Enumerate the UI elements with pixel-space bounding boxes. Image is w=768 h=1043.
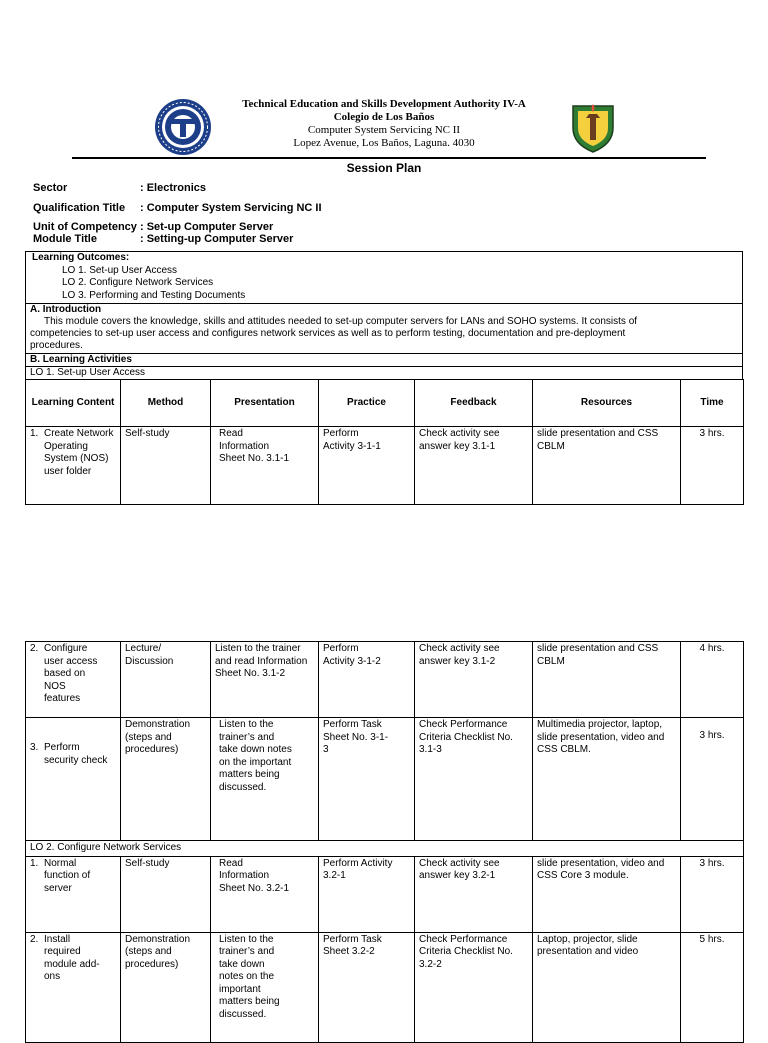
lo2-heading: LO 2. Configure Network Services — [26, 841, 744, 857]
learning-content-cell — [26, 427, 121, 505]
table-row — [26, 718, 744, 841]
practice-cell: Perform Task Sheet No. 3-1-3 — [319, 718, 415, 841]
learning-activities-heading-box — [25, 353, 743, 367]
time-cell: 5 hrs. — [681, 932, 744, 1042]
resources-cell: slide presentation, video and CSS Core 3 module. — [533, 856, 681, 932]
learning-content-cell — [26, 932, 121, 1042]
feedback-cell: Check activity see answer key 3.2-1 — [415, 856, 533, 932]
resources-cell: slide presentation and CSS CBLM — [533, 642, 681, 718]
unit-value: : Set-up Computer Server — [140, 221, 274, 233]
col-header-resources: Resources — [533, 380, 681, 427]
col-header-presentation: Presentation — [211, 380, 319, 427]
introduction-heading: A. Introduction — [30, 304, 102, 315]
item-number: 1. — [30, 857, 39, 869]
method-cell: Demonstration (steps and procedures) — [121, 932, 211, 1042]
sector-value: : Electronics — [140, 182, 207, 194]
learning-content-text: Perform security check — [44, 742, 108, 766]
practice-cell: Perform Activity 3.2-1 — [319, 856, 415, 932]
module-label: Module Title — [33, 233, 97, 245]
item-number: 2. — [30, 643, 39, 654]
introduction-box — [25, 303, 743, 354]
method-cell: Self-study — [121, 856, 211, 932]
learning-content-cell — [26, 856, 121, 932]
time-cell: 3 hrs. — [681, 856, 744, 932]
lo1-heading-box — [25, 366, 743, 380]
learning-content-text: Normal function of server — [44, 857, 91, 894]
learning-content-text: Install required module add-ons — [44, 933, 100, 982]
practice-cell: Perform Task Sheet 3.2-2 — [319, 932, 415, 1042]
unit-label: Unit of Competency — [33, 221, 137, 233]
header-rule — [72, 157, 706, 159]
method-cell: Lecture/ Discussion — [121, 642, 211, 718]
activities-table-page1 — [25, 379, 744, 505]
time-cell: 3 hrs. — [681, 718, 744, 841]
activities-table-page2 — [25, 641, 744, 1043]
sector-label: Sector — [33, 182, 68, 194]
learning-content-cell — [26, 718, 121, 841]
method-cell: Self-study — [121, 427, 211, 505]
practice-cell: Perform Activity 3-1-2 — [319, 642, 415, 718]
presentation-cell: Listen to the trainer and read Information Sheet No. 3.1-2 — [211, 642, 319, 718]
table-row — [26, 427, 744, 505]
resources-cell: slide presentation and CSS CBLM — [533, 427, 681, 505]
learning-content-cell — [26, 642, 121, 718]
time-cell: 3 hrs. — [681, 427, 744, 505]
resources-cell: Multimedia projector, laptop, slide presentation, video and CSS CBLM. — [533, 718, 681, 841]
item-number: 3. — [30, 742, 39, 753]
col-header-learning-content: Learning Content — [26, 380, 121, 427]
table-row — [26, 856, 744, 932]
feedback-cell: Check Performance Criteria Checklist No. 3.2-2 — [415, 932, 533, 1042]
presentation-cell: Read Information Sheet No. 3.1-1 — [211, 427, 319, 505]
time-cell: 4 hrs. — [681, 642, 744, 718]
lo1-heading: LO 1. Set-up User Access — [30, 367, 146, 378]
feedback-cell: Check activity see answer key 3.1-1 — [415, 427, 533, 505]
col-header-method: Method — [121, 380, 211, 427]
item-number: 2. — [30, 933, 39, 945]
col-header-practice: Practice — [319, 380, 415, 427]
learning-activities-heading: B. Learning Activities — [30, 354, 132, 365]
learning-outcomes-box — [25, 251, 743, 304]
table-row — [26, 932, 744, 1042]
lo-item: LO 1. Set-up User Access — [62, 265, 178, 276]
module-value: : Setting-up Computer Server — [140, 233, 294, 245]
org-name: Technical Education and Skills Development Authority IV-A — [242, 98, 526, 110]
qualification-label: Qualification Title — [33, 202, 126, 214]
introduction-text-line: procedures. — [30, 340, 83, 351]
table-row — [26, 642, 744, 718]
col-header-feedback: Feedback — [415, 380, 533, 427]
lo-item: LO 3. Performing and Testing Documents — [62, 290, 246, 301]
method-cell: Demonstration (steps and procedures) — [121, 718, 211, 841]
presentation-cell: Read Information Sheet No. 3.2-1 — [211, 856, 319, 932]
item-number: 1. — [30, 428, 39, 439]
lo2-heading-row — [26, 841, 744, 857]
feedback-cell: Check activity see answer key 3.1-2 — [415, 642, 533, 718]
school-name: Colegio de Los Baños — [333, 111, 435, 123]
course-name: Computer System Servicing NC II — [307, 124, 461, 136]
lo-item: LO 2. Configure Network Services — [62, 277, 214, 288]
table-header-row — [26, 380, 744, 427]
qualification-value: : Computer System Servicing NC II — [140, 202, 322, 214]
learning-outcomes-heading: Learning Outcomes: — [32, 252, 130, 263]
feedback-cell: Check Performance Criteria Checklist No. 3.1-3 — [415, 718, 533, 841]
resources-cell: Laptop, projector, slide presentation and video — [533, 932, 681, 1042]
school-address: Lopez Avenue, Los Baños, Laguna. 4030 — [293, 137, 475, 149]
learning-content-text: Configure user access based on NOS features — [44, 643, 98, 704]
presentation-cell: Listen to the trainer’s and take down notes on the important matters being discussed. — [211, 932, 319, 1042]
page-title: Session Plan — [346, 161, 422, 175]
col-header-time: Time — [681, 380, 744, 427]
introduction-text-line: This module covers the knowledge, skills and attitudes needed to set-up computer servers for LANs and SOHO systems. It consists of — [44, 316, 638, 327]
learning-content-text: Create Network Operating System (NOS) user folder — [44, 428, 114, 477]
introduction-text-line: competencies to set-up user access and configures network services as well as to perform testing, documentation and pre-deployment — [30, 328, 626, 339]
practice-cell: Perform Activity 3-1-1 — [319, 427, 415, 505]
presentation-cell: Listen to the trainer’s and take down notes on the important matters being discussed. — [211, 718, 319, 841]
